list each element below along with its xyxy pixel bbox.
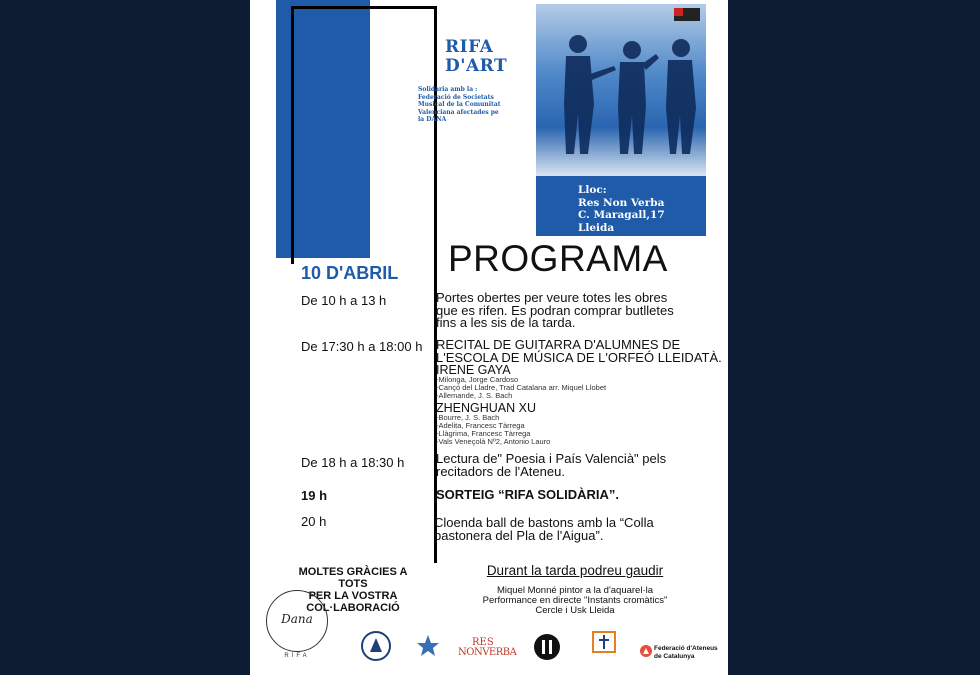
during-line: Miquel Monné pintor a la d'aquarel·la [496, 585, 654, 596]
rifa-title: RIFA D'ART [445, 37, 508, 76]
poster [250, 0, 728, 675]
event-description: RECITAL DE GUITARRA D'ALUMNES DE L'ESCOLA DE MÚSICA DE L'ORFEÓ LLEIDATÀ. IRENE GAYA -Milonga, Jorge Cardoso -Cançó del Lladre, Trad Catalana arr. Miquel Llobet -Allemande, J. S. Bach ZHENGHUAN XU -Bourre, J. S. Bach -Adelita, Francesc Tàrrega -Llàgrima, Francesc Tàrrega -Vals Veneçolà Nº2, Antonio Lauro [436, 339, 726, 446]
piece: -Allemande, J. S. Bach [436, 391, 513, 400]
piece: -Cançó del Lladre, Trad Catalana arr. Miquel Llobet [436, 383, 607, 392]
musicians-photo [536, 4, 706, 180]
event-date: 10 D'ABRIL [301, 263, 399, 283]
association-logo-icon [591, 630, 617, 654]
during-line: Cercle i Usk Lleida [535, 605, 615, 616]
orfeo-logo-icon [360, 630, 392, 662]
event-time: 20 h [301, 514, 327, 529]
piece: -Bourre, J. S. Bach [436, 413, 500, 422]
dana-logo-text: Dana [281, 612, 313, 626]
event-time: 19 h [301, 488, 328, 503]
star-logo-icon [415, 633, 441, 659]
place-box: Lloc: Res Non Verba C. Maragall,17 Lleida [536, 176, 706, 236]
thanks-text: MOLTES GRÀCIES A TOTS PER LA VOSTRA COL·LABORACIÓ [298, 566, 408, 614]
corner-logo-accent-icon [674, 8, 683, 16]
foundation-logo-icon [532, 632, 562, 662]
federation-text: Federació d'Ateneus de Catalunya [654, 645, 718, 660]
event-description: Lectura de" Poesia i País Valencià" pels recitadors de l'Ateneu. [436, 451, 667, 479]
event-time: De 10 h a 13 h [301, 293, 387, 308]
musicians-silhouette-icon [536, 4, 706, 180]
event-description: Cloenda ball de bastons amb la “Colla bastonera del Pla de l'Aigua”. [434, 515, 654, 543]
event-time: De 17:30 h a 18:00 h [301, 339, 423, 354]
res-non-verba-logo: RES NONVERBA [458, 637, 517, 658]
performer-name: IRENE GAYA [436, 363, 511, 377]
during-line: Performance en directe "Instants cromàtics" [482, 595, 668, 606]
frame-line [291, 6, 437, 563]
piece: -Vals Veneçolà Nº2, Antonio Lauro [436, 437, 551, 446]
event-description: Portes obertes per veure totes les obres que es rifen. Es podran comprar butlletes fins a les sis de la tarda. [436, 290, 674, 330]
event-time: De 18 h a 18:30 h [301, 455, 405, 470]
frame-left-line [291, 6, 294, 264]
piece: -Milonga, Jorge Cardoso [436, 375, 519, 384]
during-title: Durant la tarda podreu gaudir [486, 563, 664, 578]
programa-title: PROGRAMA [448, 238, 668, 279]
event-description: SORTEIG “RIFA SOLIDÀRIA”. [436, 487, 619, 502]
dana-logo-subtext: RIFA [284, 653, 310, 659]
piece: -Llàgrima, Francesc Tàrrega [436, 429, 531, 438]
piece: -Adelita, Francesc Tàrrega [436, 421, 525, 430]
rifa-subtitle: Solidària amb la : Federació de Societats Musical de la Comunitat Valenciana afectades pe la DANA [418, 86, 501, 123]
federation-logo-icon [640, 645, 652, 657]
performer-name: ZHENGHUAN XU [436, 401, 537, 415]
